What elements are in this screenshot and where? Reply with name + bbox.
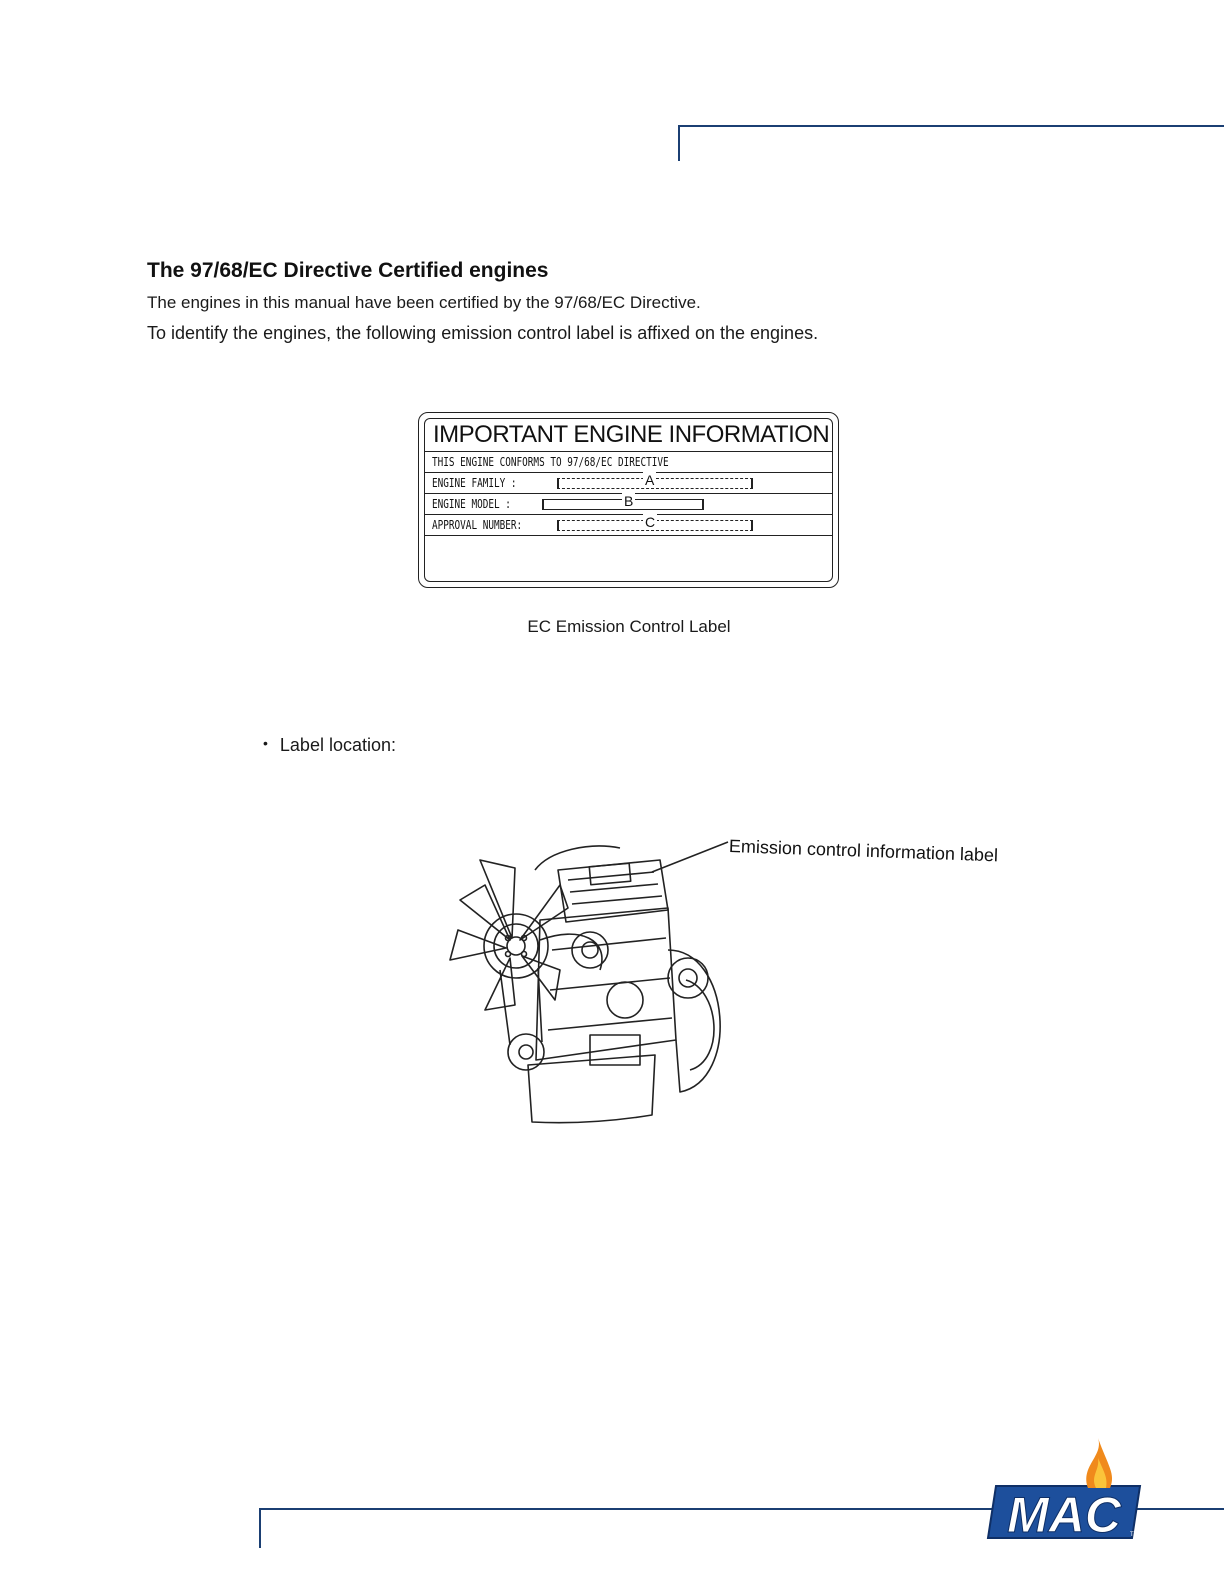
approval-number-row xyxy=(425,515,832,536)
alternator xyxy=(572,932,608,968)
approval-number-field xyxy=(557,514,753,531)
callout-leader xyxy=(652,842,728,872)
approval-number-key: APPROVAL NUMBER: xyxy=(432,518,523,532)
mac-logo xyxy=(980,1436,1150,1546)
engine-family-key: ENGINE FAMILY : xyxy=(432,476,517,490)
engine-family-field xyxy=(557,472,753,489)
engine-model-field xyxy=(542,493,704,510)
conforms-text: THIS ENGINE CONFORMS TO 97/68/EC DIRECTIVE xyxy=(432,455,669,469)
intro-text-1: The engines in this manual have been certified by the 97/68/EC Directive. xyxy=(147,293,701,312)
engine-illustration xyxy=(440,830,740,1130)
approval-number-letter: C xyxy=(645,514,656,530)
engine-family-letter: A xyxy=(645,472,655,488)
engine-model-letter: B xyxy=(624,493,634,509)
intake-elbow xyxy=(668,958,708,998)
section-title: The 97/68/EC Directive Certified engines xyxy=(147,259,549,282)
logo-text: MAC xyxy=(1007,1487,1121,1543)
emission-label-heading: IMPORTANT ENGINE INFORMATION xyxy=(425,419,832,452)
engine-family-row xyxy=(425,473,832,494)
intro-text-2: To identify the engines, the following emission control label is affixed on the engines. xyxy=(147,323,819,343)
logo-tm: TM xyxy=(1130,1532,1139,1538)
engine-bracket xyxy=(590,1035,640,1065)
engine-callout-text: Emission control information label xyxy=(728,836,999,866)
fan-blade xyxy=(460,885,510,940)
engine-pipe xyxy=(535,846,620,870)
crank-pulley xyxy=(508,1034,544,1070)
label-location-text: Label location: xyxy=(279,735,396,755)
emission-label xyxy=(424,418,833,582)
emission-label-conforms xyxy=(425,452,832,473)
engine-model-key: ENGINE MODEL : xyxy=(432,497,511,511)
label-location-bullet xyxy=(263,735,396,756)
bullet-icon: • xyxy=(263,735,268,751)
label-caption: EC Emission Control Label xyxy=(527,617,731,636)
header-rule xyxy=(678,125,1224,161)
engine-model-row xyxy=(425,494,832,515)
